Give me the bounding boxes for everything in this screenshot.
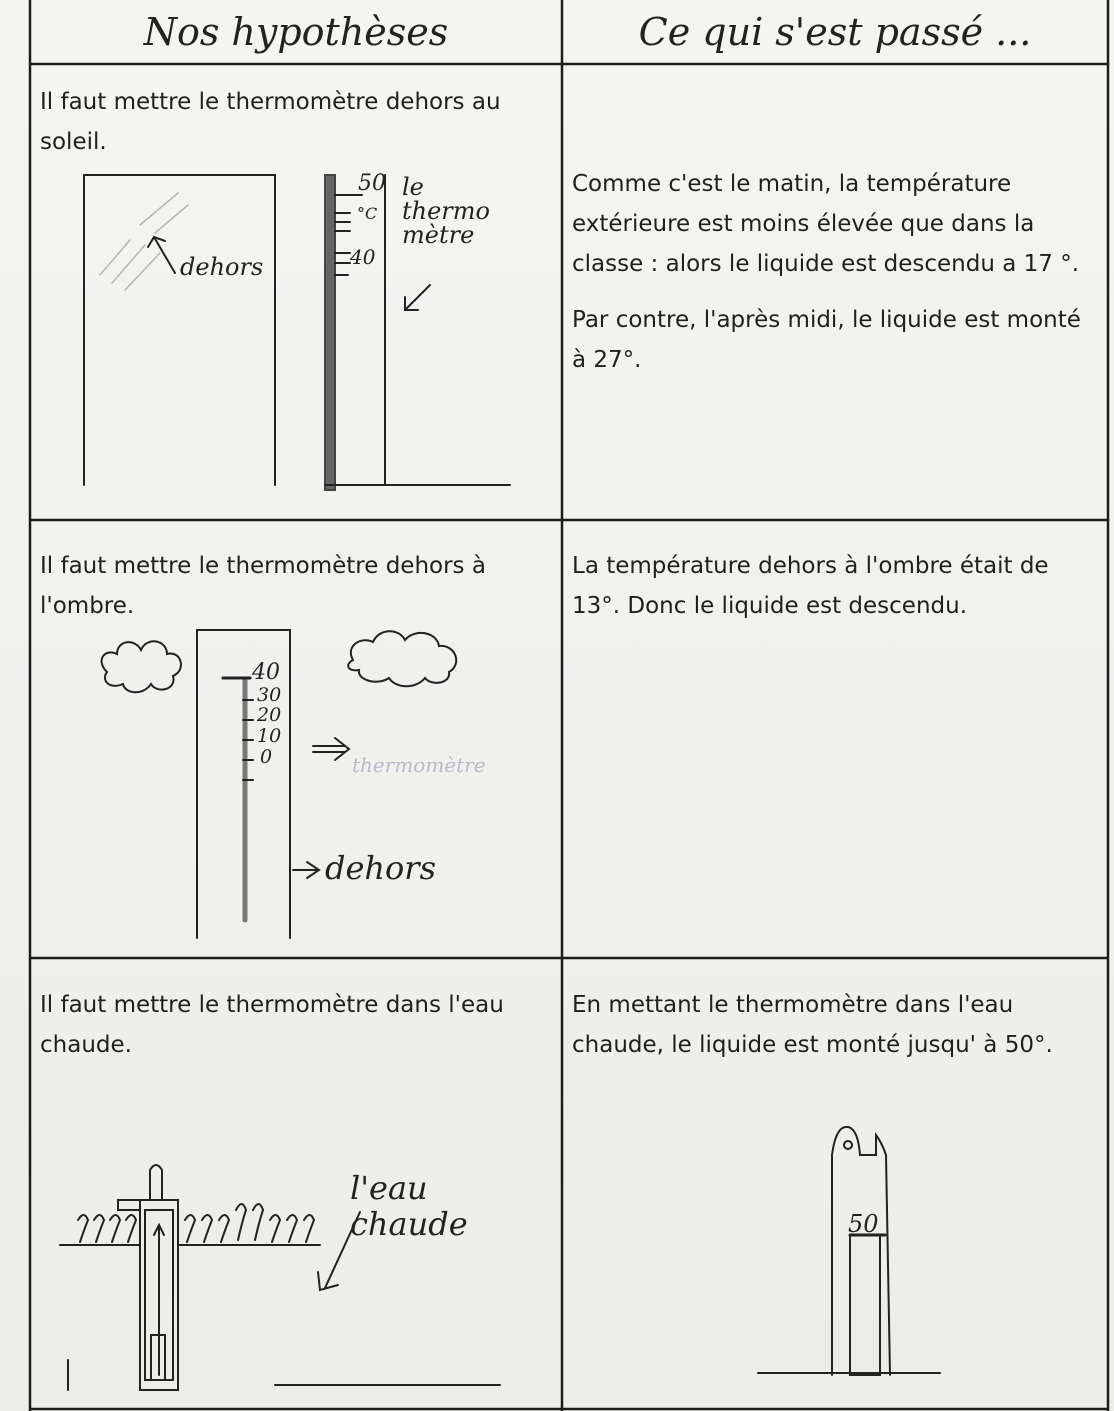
header-hypotheses: Nos hypothèses [143,10,449,54]
result-text: Par contre, l'après midi, le liquide est monté à 27°. [572,307,1081,373]
result-text: Comme c'est le matin, la température extérieure est moins élevée que dans la classe : alors le liquide est descendu a 17 °. [572,171,1080,277]
header-results: Ce qui s'est passé ... [638,10,1032,54]
thermometer-50-sketch [750,1115,950,1385]
hypothesis-text: Il faut mettre le thermomètre dehors à l'ombre. [40,553,486,619]
row-2-result [572,546,1092,642]
row-1-result [572,164,1092,396]
tick-label-20: 20 [257,704,282,726]
tick-label-0: 0 [260,746,273,768]
label-reading-50: 50 [848,1210,879,1238]
label-eau-chaude: l'eau chaude [350,1169,468,1243]
row-3-result [572,985,1092,1081]
row-1-hypothesis [40,82,545,178]
row-3-hypothesis [40,985,545,1081]
label-unit: °C [357,204,378,223]
label-scale-40: 40 [350,245,376,269]
tick-label-10: 10 [257,725,282,747]
result-text: En mettant le thermomètre dans l'eau chaude, le liquide est monté jusqu' à 50°. [572,992,1053,1058]
shade-thermometer-sketch [95,620,475,940]
label-dehors-2: dehors [325,849,437,887]
result-text: La température dehors à l'ombre était de 13°. Donc le liquide est descendu. [572,553,1049,619]
tick-label-40: 40 [252,660,280,685]
hypothesis-text: Il faut mettre le thermomètre dehors au soleil. [40,89,501,155]
label-thermometre: le thermo mètre [402,173,490,249]
tick-label-30: 30 [257,684,282,706]
label-dehors: dehors [180,253,264,281]
label-thermometre-faint: thermomètre [352,753,486,777]
label-scale-50: 50 [358,171,386,196]
hypothesis-text: Il faut mettre le thermomètre dans l'eau chaude. [40,992,504,1058]
